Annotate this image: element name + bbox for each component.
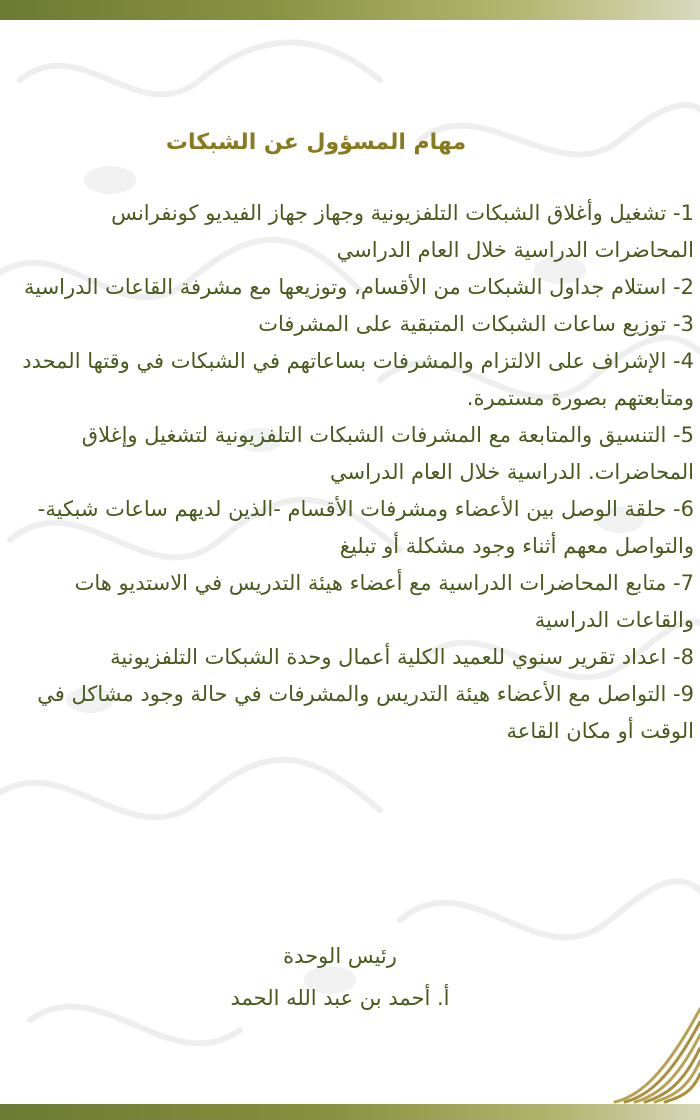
signature-role: رئيس الوحدة: [283, 944, 397, 968]
bottom-decorative-band: [0, 1104, 700, 1120]
signature-block: [180, 935, 500, 1019]
task-item: 8- اعداد تقرير سنوي للعميد الكلية أعمال وحدة الشبكات التلفزيونية: [110, 645, 694, 669]
task-item: 6- حلقة الوصل بين الأعضاء ومشرفات الأقسام -الذين لديهم ساعات شبكية-والتواصل معهم أثناء وجود مشكلة أو تبليغ: [37, 497, 694, 558]
document-body: [8, 130, 694, 750]
task-item: 9- التواصل مع الأعضاء هيئة التدريس والمشرفات في حالة وجود مشاكل في الوقت أو مكان القاعة: [37, 682, 694, 743]
task-item: 7- متابع المحاضرات الدراسية مع أعضاء هيئة التدريس في الاستديو هات والقاعات الدراسية: [74, 571, 694, 632]
task-item: 5- التنسيق والمتابعة مع المشرفات الشبكات التلفزيونية لتشغيل وإغلاق المحاضرات. الدراسية خلال العام الدراسي: [81, 423, 694, 484]
signature-name: أ. أحمد بن عبد الله الحمد: [230, 986, 450, 1010]
task-item: 4- الإشراف على الالتزام والمشرفات بساعاتهم في الشبكات في وقتها المحدد ومتابعتهم بصورة مستمرة.: [22, 349, 694, 410]
task-list: [8, 195, 694, 750]
task-item: 1- تشغيل وأغلاق الشبكات التلفزيونية وجهاز جهاز الفيديو كونفرانس المحاضرات الدراسية خلال العام الدراسي: [111, 201, 694, 262]
task-item: 3- توزيع ساعات الشبكات المتبقية على المشرفات: [258, 312, 694, 336]
task-item: 2- استلام جداول الشبكات من الأقسام، وتوزيعها مع مشرفة القاعات الدراسية: [23, 275, 694, 299]
top-decorative-band: [0, 0, 700, 20]
page-title: مهام المسؤول عن الشبكات: [165, 130, 467, 155]
corner-wave-decoration: [610, 1004, 700, 1104]
